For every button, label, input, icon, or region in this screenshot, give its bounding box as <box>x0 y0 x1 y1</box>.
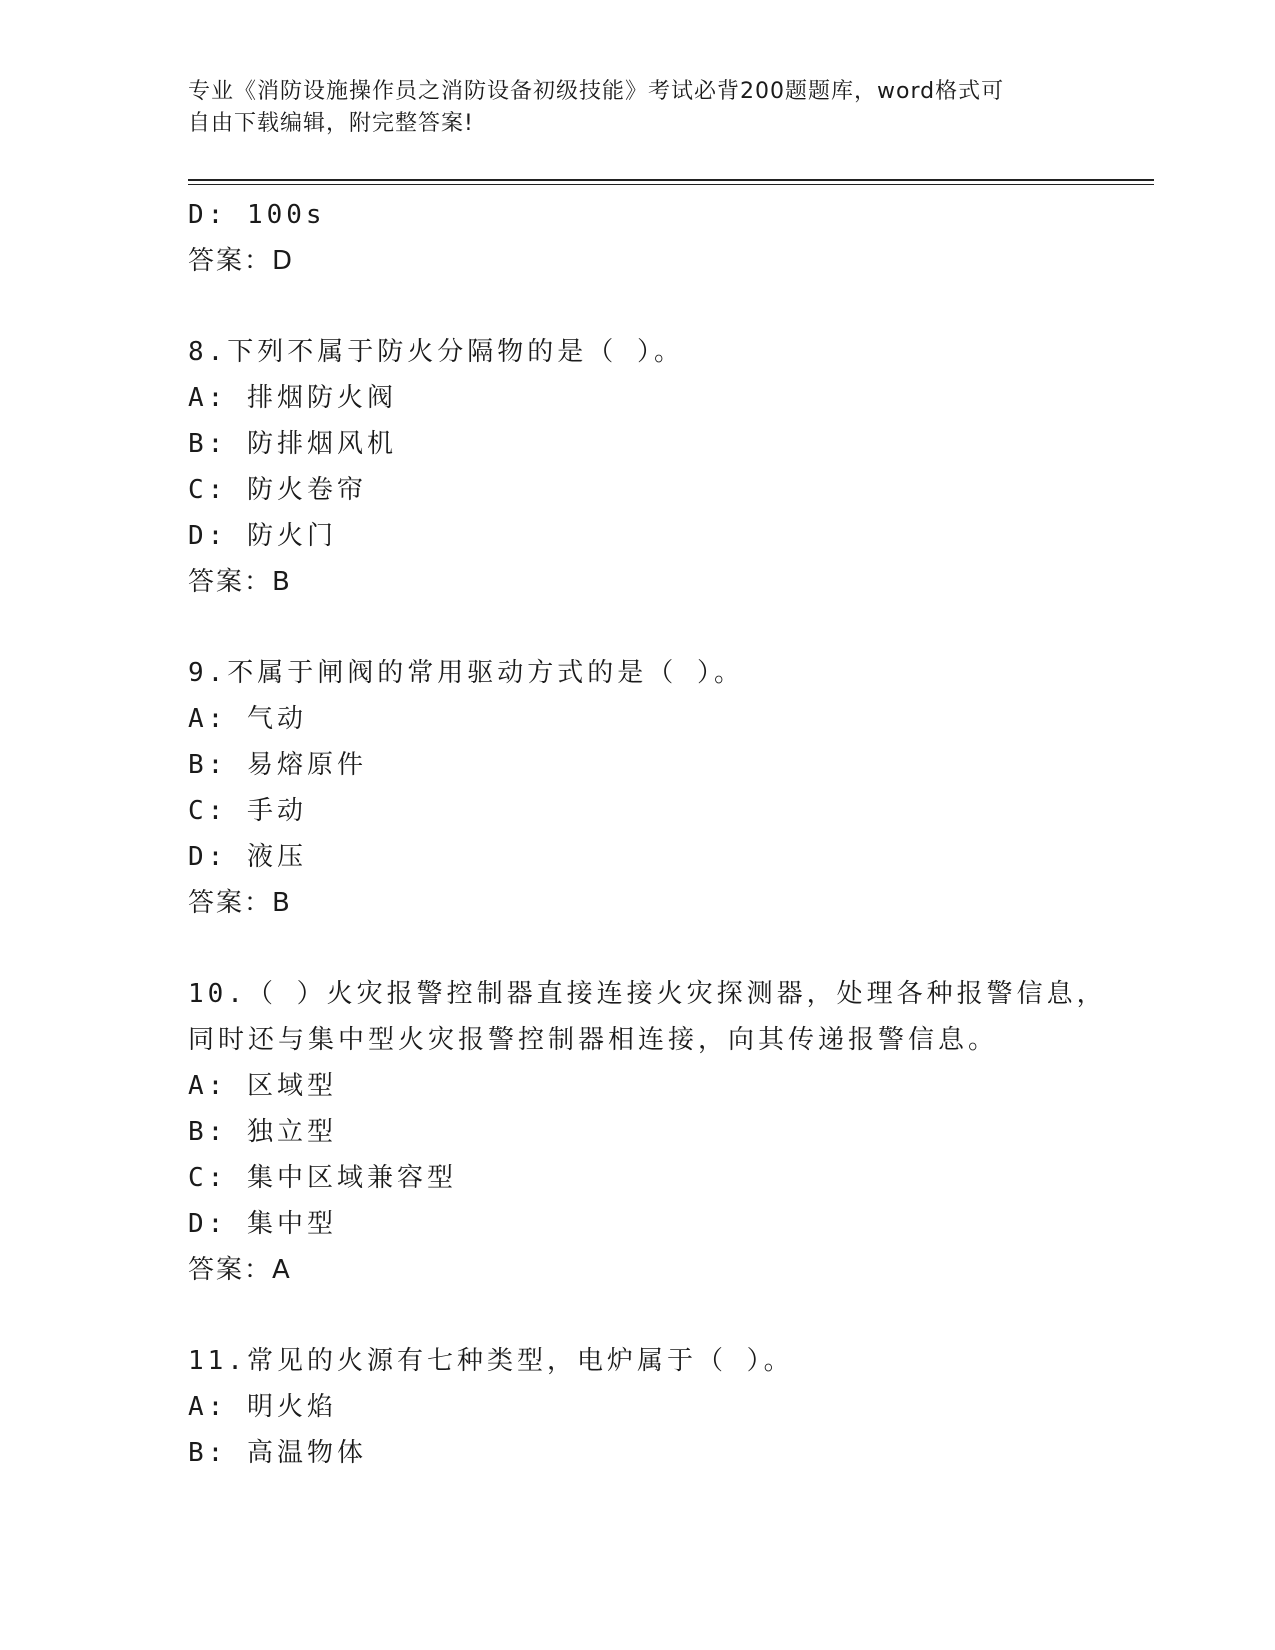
option-d: D: 集中型 <box>188 1209 337 1239</box>
option-a: A: 排烟防火阀 <box>188 383 397 413</box>
answer-line: 答案：D <box>188 246 295 276</box>
question-stem-line-2: 同时还与集中型火灾报警控制器相连接，向其传递报警信息。 <box>188 1025 999 1055</box>
answer-line: 答案：B <box>188 888 292 918</box>
question-8 <box>188 329 1138 605</box>
option-c: C: 手动 <box>188 796 307 826</box>
header-line-2: 自由下载编辑，附完整答案! <box>188 111 474 136</box>
header-line-1: 专业《消防设施操作员之消防设备初级技能》考试必背200题题库，word格式可 <box>188 79 1005 104</box>
answer-line: 答案：B <box>188 567 292 597</box>
option-b: B: 独立型 <box>188 1117 337 1147</box>
question-stem-line-1: 10.（ ）火灾报警控制器直接连接火灾探测器，处理各种报警信息， <box>188 979 1107 1009</box>
option-d: D: 液压 <box>188 842 307 872</box>
document-header <box>188 76 1088 140</box>
question-10 <box>188 971 1138 1293</box>
option-a: A: 区域型 <box>188 1071 337 1101</box>
option-d: D: 防火门 <box>188 521 337 551</box>
question-stem: 8.下列不属于防火分隔物的是（ ）。 <box>188 337 684 367</box>
option-b: B: 防排烟风机 <box>188 429 397 459</box>
option-a: A: 气动 <box>188 704 307 734</box>
option-b: B: 易熔原件 <box>188 750 367 780</box>
option-c: C: 防火卷帘 <box>188 475 367 505</box>
header-divider <box>188 179 1154 185</box>
answer-line: 答案：A <box>188 1255 292 1285</box>
option-d: D: 100s <box>188 200 326 230</box>
question-11 <box>188 1338 1138 1476</box>
option-c: C: 集中区域兼容型 <box>188 1163 457 1193</box>
question-stem: 9.不属于闸阀的常用驱动方式的是（ ）。 <box>188 658 744 688</box>
question-9 <box>188 650 1138 926</box>
option-a: A: 明火焰 <box>188 1392 337 1422</box>
question-list <box>188 192 1138 1476</box>
question-stem: 11.常见的火源有七种类型，电炉属于（ ）。 <box>188 1346 794 1376</box>
spacer <box>188 284 1138 329</box>
spacer <box>188 605 1138 650</box>
spacer <box>188 1293 1138 1338</box>
spacer <box>188 926 1138 971</box>
option-b: B: 高温物体 <box>188 1438 367 1468</box>
